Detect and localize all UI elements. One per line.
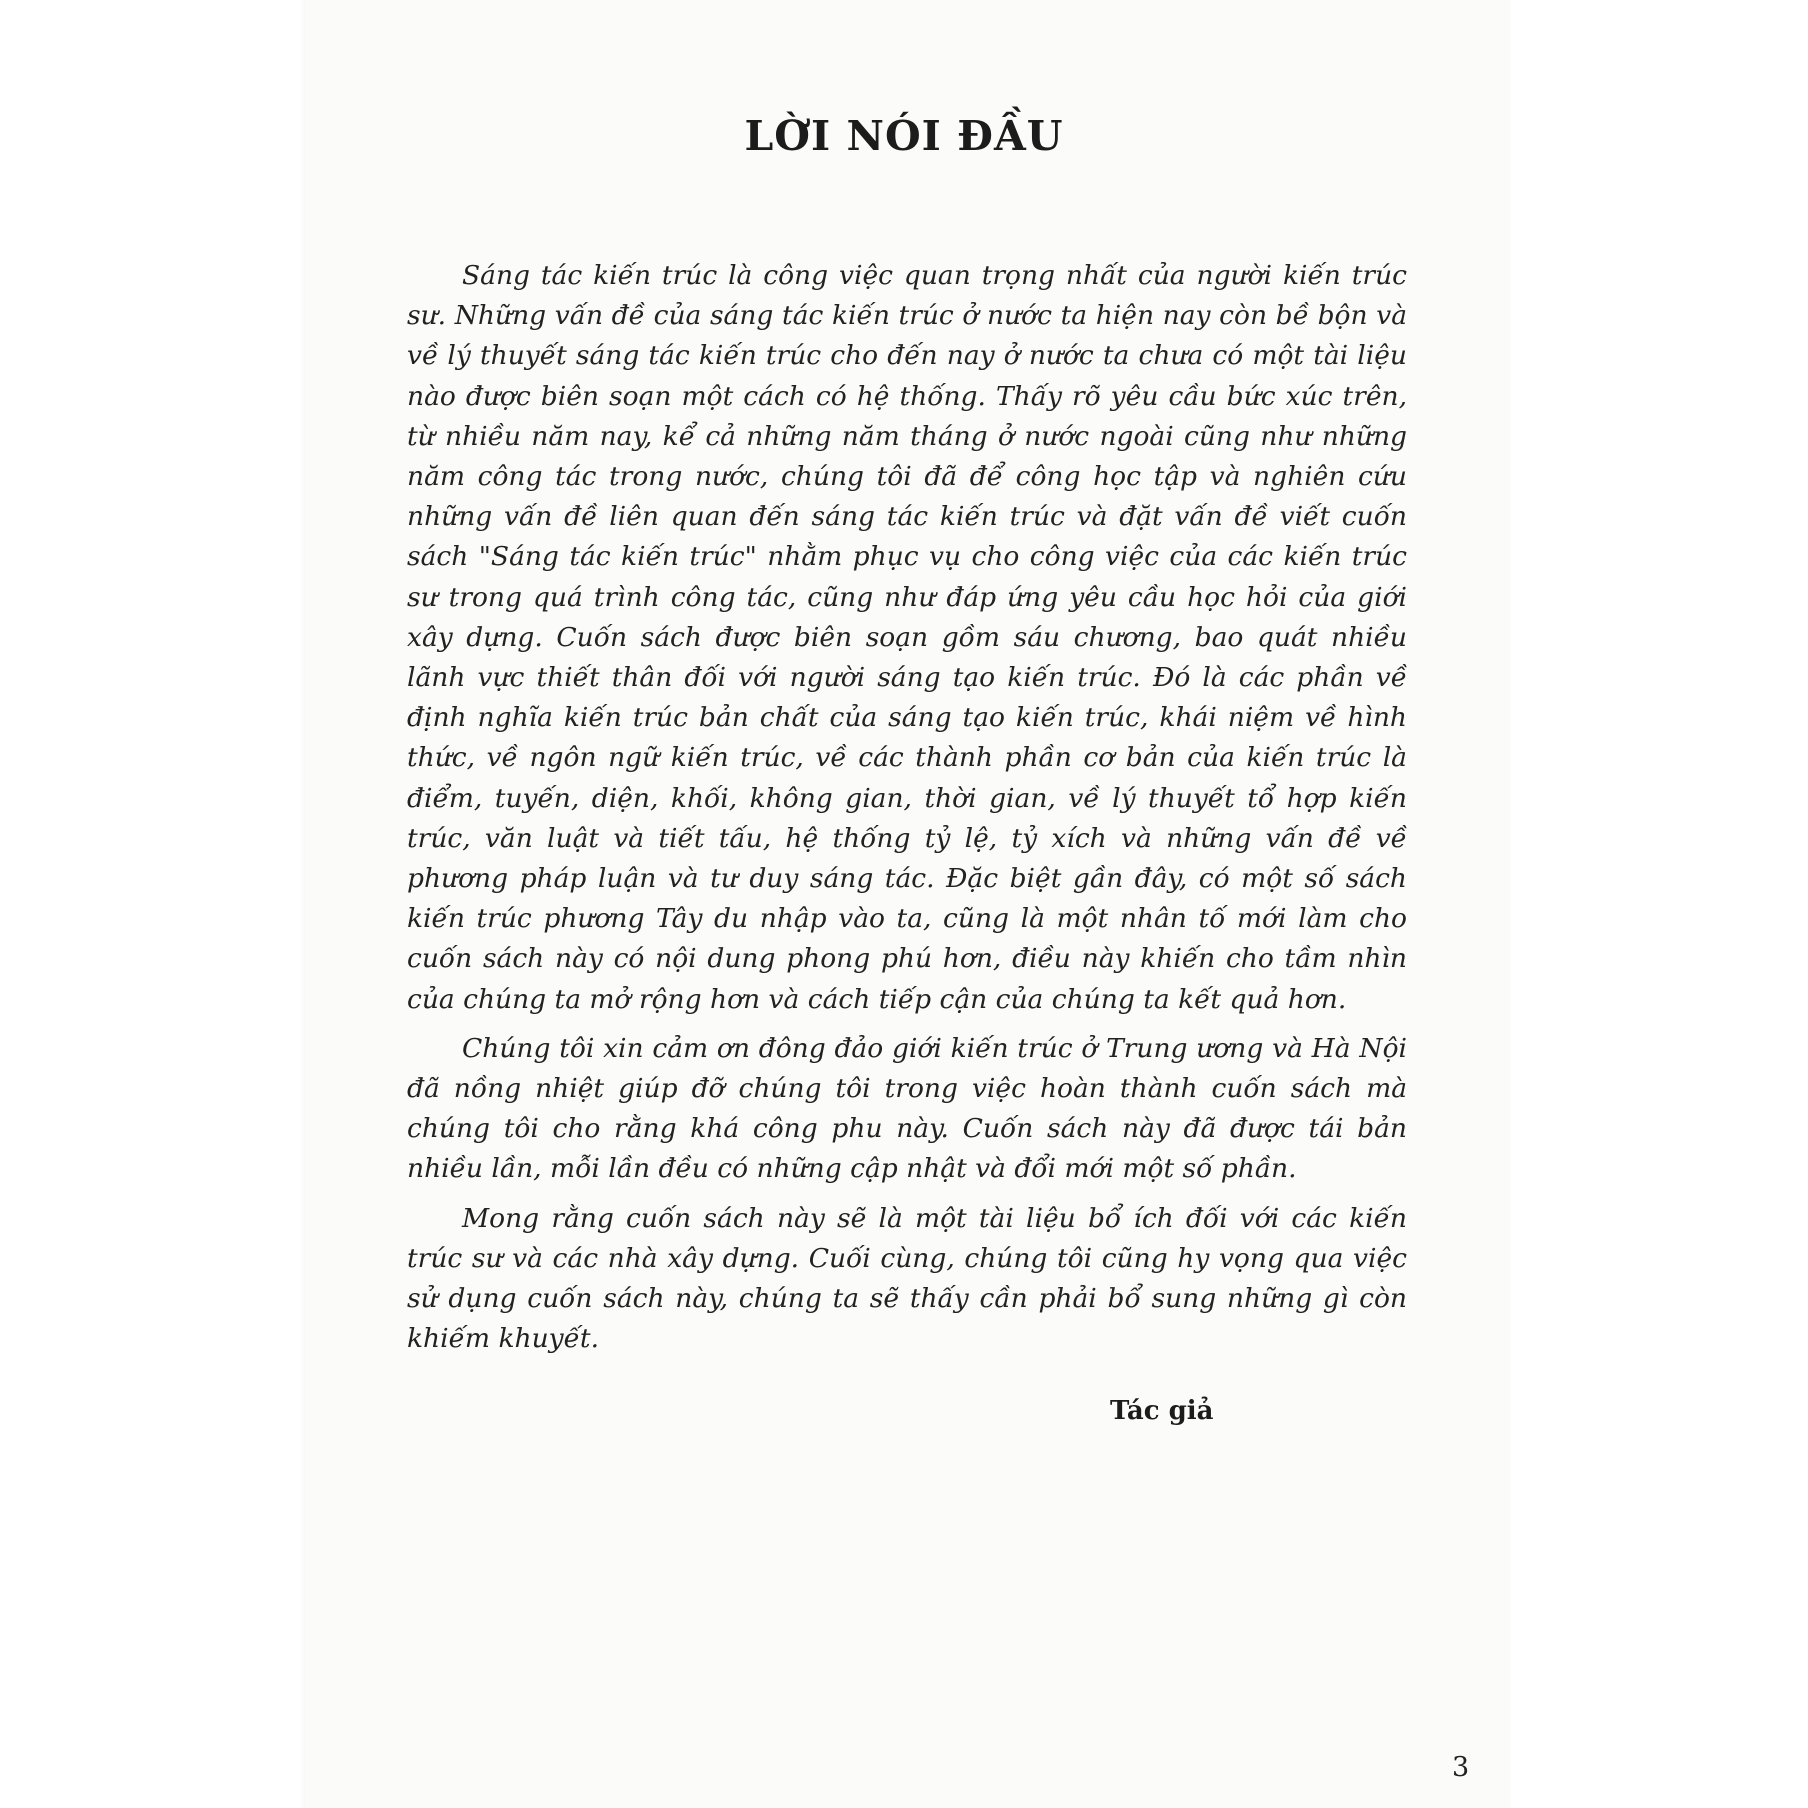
paragraph-2: Chúng tôi xin cảm ơn đông đảo giới kiến trúc ở Trung ương và Hà Nội đã nồng nhiệt giúp đỡ chúng tôi trong việc hoàn thành cuốn sách mà chúng tôi cho rằng khá công phu này. Cuốn sách này đã được tái bản nhiều lần, mỗi lần đều có những cập nhật và đổi mới một số phần. xyxy=(407,1032,1407,1185)
preface-body xyxy=(407,256,1407,1368)
page-number: 3 xyxy=(1452,1752,1470,1783)
paragraph-3: Mong rằng cuốn sách này sẽ là một tài liệu bổ ích đối với các kiến trúc sư và các nhà xây dựng. Cuối cùng, chúng tôi cũng hy vọng qua việc sử dụng cuốn sách này, chúng ta sẽ thấy cần phải bổ sung những gì còn khiếm khuyết. xyxy=(407,1202,1407,1355)
page-title: LỜI NÓI ĐẦU xyxy=(744,112,1064,160)
author-signature: Tác giả xyxy=(1110,1396,1214,1426)
paragraph-1: Sáng tác kiến trúc là công việc quan trọng nhất của người kiến trúc sư. Những vấn đề của sáng tác kiến trúc ở nước ta hiện nay còn bề bộn và về lý thuyết sáng tác kiến trúc cho đến nay ở nước ta chưa có một tài liệu nào được biên soạn một cách có hệ thống. Thấy rõ yêu cầu bức xúc trên, từ nhiều năm nay, kể cả những năm tháng ở nước ngoài cũng như những năm công tác trong nước, chúng tôi đã để công học tập và nghiên cứu những vấn đề liên quan đến sáng tác kiến trúc và đặt vấn đề viết cuốn sách "Sáng tác kiến trúc" nhằm phục vụ cho công việc của các kiến trúc sư trong quá trình công tác, cũng như đáp ứng yêu cầu học hỏi của giới xây dựng. Cuốn sách được biên soạn gồm sáu chương, bao quát nhiều lãnh vực thiết thân đối với người sáng tạo kiến trúc. Đó là các phần về định nghĩa kiến trúc bản chất của sáng tạo kiến trúc, khái niệm về hình thức, về ngôn ngữ kiến trúc, về các thành phần cơ bản của kiến trúc là điểm, tuyến, diện, khối, không gian, thời gian, về lý thuyết tổ hợp kiến trúc, văn luật và tiết tấu, hệ thống tỷ lệ, tỷ xích và những vấn đề về phương pháp luận và tư duy sáng tác. Đặc biệt gần đây, có một số sách kiến trúc phương Tây du nhập vào ta, cũng là một nhân tố mới làm cho cuốn sách này có nội dung phong phú hơn, điều này khiến cho tầm nhìn của chúng ta mở rộng hơn và cách tiếp cận của chúng ta kết quả hơn. xyxy=(407,260,1407,1015)
